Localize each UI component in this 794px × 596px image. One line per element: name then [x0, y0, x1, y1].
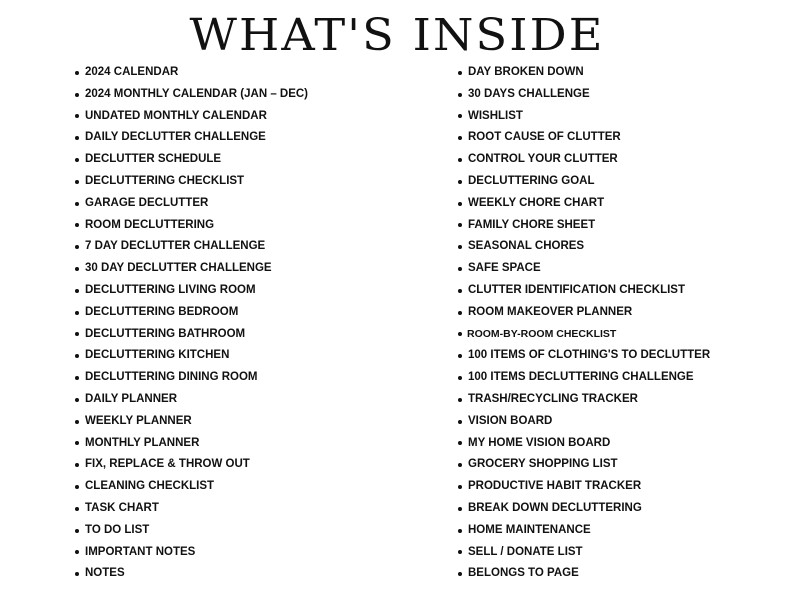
- bullet-icon: [458, 158, 462, 162]
- list-item: [455, 171, 785, 193]
- list-item-label: SAFE SPACE: [468, 262, 541, 275]
- list-item: [455, 302, 785, 324]
- bullet-icon: [458, 202, 462, 206]
- bullet-icon: [75, 136, 79, 140]
- bullet-icon: [458, 311, 462, 315]
- list-item-label: IMPORTANT NOTES: [85, 545, 196, 558]
- list-item-label: ROOT CAUSE OF CLUTTER: [468, 131, 621, 144]
- bullet-icon: [458, 441, 462, 445]
- list-item-label: BELONGS TO PAGE: [468, 567, 579, 580]
- list-item: [455, 563, 785, 585]
- bullet-icon: [75, 311, 79, 315]
- bullet-icon: [75, 507, 79, 511]
- list-item-label: 30 DAY DECLUTTER CHALLENGE: [85, 262, 272, 275]
- list-item-label: ROOM MAKEOVER PLANNER: [468, 305, 633, 318]
- bullet-icon: [75, 354, 79, 358]
- bullet-icon: [458, 550, 462, 554]
- contents-list-right: [455, 62, 785, 585]
- list-item: [455, 258, 785, 280]
- list-item-label: PRODUCTIVE HABIT TRACKER: [468, 480, 642, 493]
- list-item: [72, 106, 432, 128]
- list-item-label: DAILY PLANNER: [85, 392, 178, 405]
- bullet-icon: [458, 572, 462, 576]
- list-item: [72, 127, 432, 149]
- list-item: [455, 280, 785, 302]
- list-item-label: TO DO LIST: [85, 523, 150, 536]
- bullet-icon: [458, 507, 462, 511]
- bullet-icon: [458, 485, 462, 489]
- list-item: [72, 236, 432, 258]
- bullet-icon: [458, 71, 462, 75]
- list-item-label: MONTHLY PLANNER: [85, 436, 200, 449]
- list-item-label: HOME MAINTENANCE: [468, 523, 591, 536]
- list-item: [72, 171, 432, 193]
- list-item: [455, 345, 785, 367]
- contents-list-left: [72, 62, 432, 585]
- list-item-label: GROCERY SHOPPING LIST: [468, 458, 618, 471]
- list-item: [72, 84, 432, 106]
- list-item-label: GARAGE DECLUTTER: [85, 196, 209, 209]
- list-item: [72, 258, 432, 280]
- list-item: [72, 498, 432, 520]
- list-item-label: 7 DAY DECLUTTER CHALLENGE: [85, 240, 266, 253]
- list-item: [72, 302, 432, 324]
- list-item-label: CONTROL YOUR CLUTTER: [468, 153, 618, 166]
- list-item: [455, 106, 785, 128]
- list-item: [72, 454, 432, 476]
- list-item-label: UNDATED MONTHLY CALENDAR: [85, 109, 267, 122]
- bullet-icon: [458, 420, 462, 424]
- list-item: [72, 433, 432, 455]
- list-item: [72, 411, 432, 433]
- bullet-icon: [75, 289, 79, 293]
- bullet-icon: [75, 529, 79, 533]
- list-item-label: VISION BOARD: [468, 414, 553, 427]
- list-item-label: DAILY DECLUTTER CHALLENGE: [85, 131, 266, 144]
- list-item-label: DECLUTTERING DINING ROOM: [85, 371, 258, 384]
- list-item-label: DECLUTTERING BEDROOM: [85, 305, 239, 318]
- list-item-label: SEASONAL CHORES: [468, 240, 585, 253]
- bullet-icon: [458, 376, 462, 380]
- bullet-icon: [75, 376, 79, 380]
- bullet-icon: [75, 93, 79, 97]
- list-item: [455, 389, 785, 411]
- bullet-icon: [75, 71, 79, 75]
- bullet-icon: [75, 267, 79, 271]
- list-item-label: CLEANING CHECKLIST: [85, 480, 215, 493]
- list-item: [72, 324, 432, 346]
- bullet-icon: [75, 114, 79, 118]
- list-item: [455, 324, 785, 346]
- bullet-icon: [458, 354, 462, 358]
- bullet-icon: [458, 245, 462, 249]
- list-item-label: TRASH/RECYCLING TRACKER: [468, 392, 638, 405]
- list-item: [455, 433, 785, 455]
- list-item: [455, 84, 785, 106]
- list-item: [72, 520, 432, 542]
- list-item: [455, 149, 785, 171]
- bullet-icon: [458, 529, 462, 533]
- list-item: [72, 215, 432, 237]
- list-item-label: DECLUTTER SCHEDULE: [85, 153, 222, 166]
- bullet-icon: [458, 289, 462, 293]
- list-item-label: 30 DAYS CHALLENGE: [468, 87, 590, 100]
- list-item: [72, 389, 432, 411]
- list-item-label: DECLUTTERING GOAL: [468, 174, 595, 187]
- page-title: WHAT'S INSIDE: [189, 10, 605, 61]
- bullet-icon: [458, 180, 462, 184]
- list-item-label: NOTES: [85, 567, 125, 580]
- list-item-label: ROOM DECLUTTERING: [85, 218, 215, 231]
- list-item-label: DECLUTTERING BATHROOM: [85, 327, 246, 340]
- bullet-icon: [75, 441, 79, 445]
- list-item-label: TASK CHART: [85, 501, 159, 514]
- list-item-label: 2024 MONTHLY CALENDAR (JAN – DEC): [85, 87, 309, 100]
- list-item: [72, 542, 432, 564]
- list-item: [455, 193, 785, 215]
- list-item: [455, 542, 785, 564]
- bullet-icon: [75, 398, 79, 402]
- bullet-icon: [458, 463, 462, 467]
- bullet-icon: [458, 136, 462, 140]
- list-item-label: ROOM-BY-ROOM CHECKLIST: [467, 327, 617, 340]
- list-item-label: 100 ITEMS OF CLOTHING'S TO DECLUTTER: [468, 349, 711, 362]
- list-item: [72, 476, 432, 498]
- bullet-icon: [75, 180, 79, 184]
- list-item-label: 100 ITEMS DECLUTTERING CHALLENGE: [468, 371, 694, 384]
- list-item-label: WEEKLY CHORE CHART: [468, 196, 605, 209]
- bullet-icon: [75, 158, 79, 162]
- list-item: [72, 149, 432, 171]
- list-item-label: CLUTTER IDENTIFICATION CHECKLIST: [468, 283, 685, 296]
- list-item: [72, 345, 432, 367]
- list-item: [72, 62, 432, 84]
- list-item: [455, 411, 785, 433]
- bullet-icon: [458, 267, 462, 271]
- bullet-icon: [75, 332, 79, 336]
- list-item-label: FAMILY CHORE SHEET: [468, 218, 596, 231]
- list-item: [455, 127, 785, 149]
- bullet-icon: [458, 114, 462, 118]
- list-item-label: DECLUTTERING KITCHEN: [85, 349, 230, 362]
- bullet-icon: [75, 572, 79, 576]
- list-item-label: MY HOME VISION BOARD: [468, 436, 611, 449]
- list-item-label: 2024 CALENDAR: [85, 66, 179, 78]
- bullet-icon: [75, 202, 79, 206]
- list-item: [455, 476, 785, 498]
- list-item-label: BREAK DOWN DECLUTTERING: [468, 501, 642, 514]
- list-item: [455, 454, 785, 476]
- list-item: [455, 520, 785, 542]
- bullet-icon: [75, 463, 79, 467]
- bullet-icon: [75, 420, 79, 424]
- list-item-label: DAY BROKEN DOWN: [468, 66, 584, 78]
- bullet-icon: [75, 245, 79, 249]
- list-item-label: FIX, REPLACE & THROW OUT: [85, 458, 250, 471]
- bullet-icon: [458, 398, 462, 402]
- bullet-icon: [75, 485, 79, 489]
- list-item-label: WISHLIST: [468, 109, 523, 122]
- bullet-icon: [75, 550, 79, 554]
- list-item: [455, 367, 785, 389]
- list-item: [72, 367, 432, 389]
- bullet-icon: [458, 93, 462, 97]
- list-item-label: WEEKLY PLANNER: [85, 414, 192, 427]
- list-item: [72, 563, 432, 585]
- list-item-label: SELL / DONATE LIST: [468, 545, 583, 558]
- list-item: [455, 62, 785, 84]
- bullet-icon: [458, 332, 462, 336]
- list-item-label: DECLUTTERING CHECKLIST: [85, 174, 245, 187]
- list-item: [455, 498, 785, 520]
- bullet-icon: [75, 223, 79, 227]
- list-item: [455, 236, 785, 258]
- bullet-icon: [458, 223, 462, 227]
- list-item: [455, 215, 785, 237]
- list-item-label: DECLUTTERING LIVING ROOM: [85, 283, 256, 296]
- list-item: [72, 280, 432, 302]
- list-item: [72, 193, 432, 215]
